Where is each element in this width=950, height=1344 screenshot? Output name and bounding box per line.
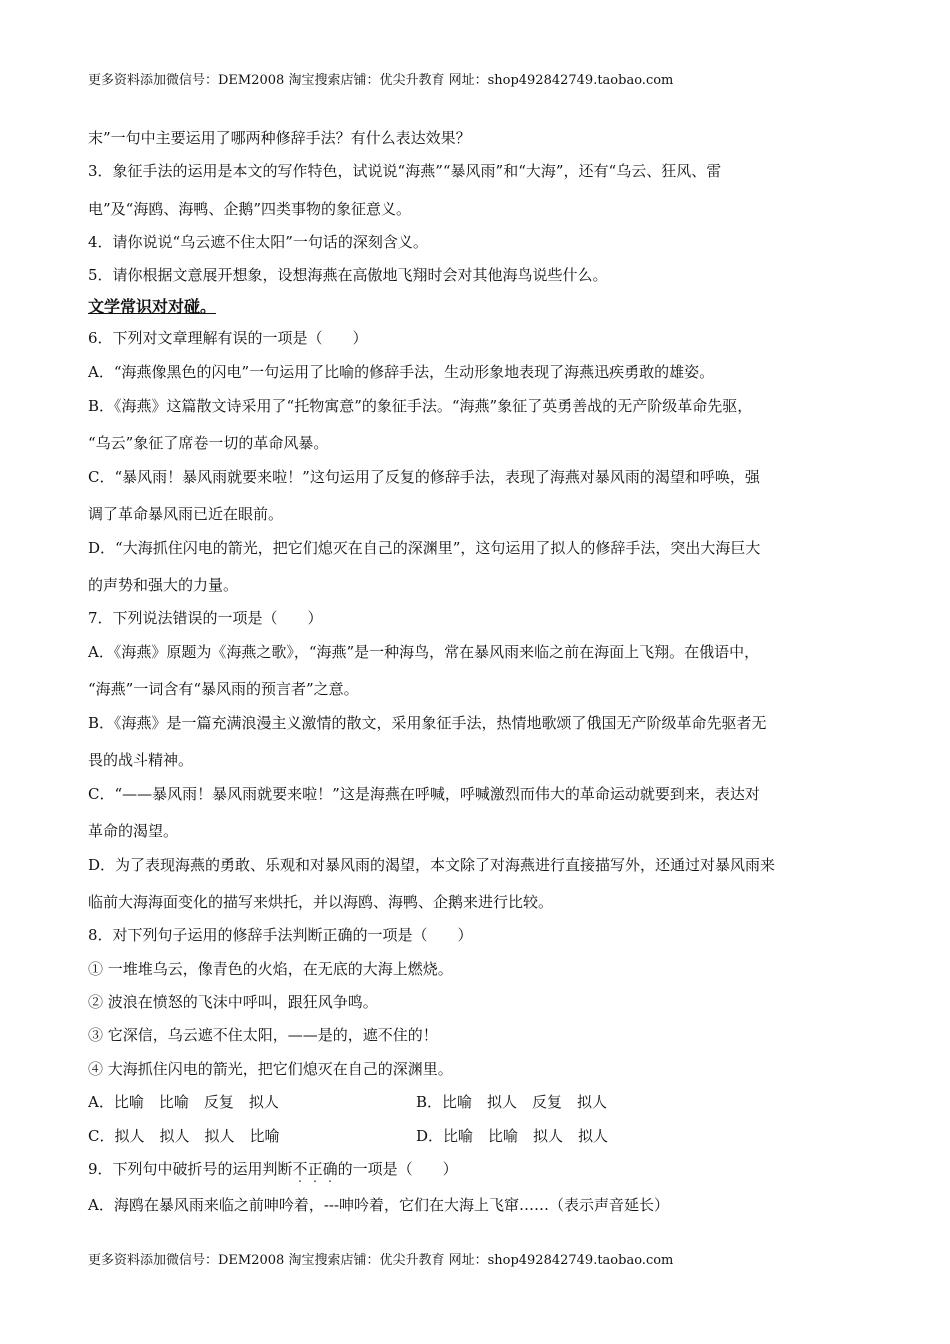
question-9-text: 的一项是（ ） <box>337 1160 458 1178</box>
text-line: 的声势和强大的力量。 <box>88 576 239 594</box>
sentence-2: ② 波浪在愤怒的飞沫中呼叫，跟狂风争鸣。 <box>88 993 378 1011</box>
text-line: 调了革命暴风雨已近在眼前。 <box>88 505 284 523</box>
option-7d: D．为了表现海燕的勇敢、乐观和对暴风雨的渴望，本文除了对海燕进行直接描写外，还通过对暴风雨来 <box>88 856 776 874</box>
question-4: 4．请你说说“乌云遮不住太阳”一句话的深刻含义。 <box>88 233 428 251</box>
text-line: 革命的渴望。 <box>88 822 179 840</box>
emphasis-char: 确 <box>322 1160 338 1178</box>
sentence-3: ③ 它深信，乌云遮不住太阳，——是的，遮不住的！ <box>88 1026 438 1044</box>
question-8: 8．对下列句子运用的修辞手法判断正确的一项是（ ） <box>88 926 473 944</box>
text-line: 电”及“海鸥、海鸭、企鹅”四类事物的象征意义。 <box>88 200 412 218</box>
question-7: 7．下列说法错误的一项是（ ） <box>88 609 323 627</box>
option-8c: C．拟人 拟人 拟人 比喻 <box>88 1127 280 1145</box>
question-9-text: 9．下列句中破折号的运用判断 <box>88 1160 293 1178</box>
option-9a: A．海鸥在暴风雨来临之前呻吟着，---呻吟着，它们在大海上飞窜……（表示声音延长） <box>88 1196 670 1214</box>
sentence-4: ④ 大海抓住闪电的箭光，把它们熄灭在自己的深渊里。 <box>88 1060 453 1078</box>
option-6d: D．“大海抓住闪电的箭光，把它们熄灭在自己的深渊里”，这句运用了拟人的修辞手法，突出大海巨大 <box>88 539 761 557</box>
page-footer: 更多资料添加微信号：DEM2008 淘宝搜索店铺：优尖升教育 网址：shop492842749.taobao.com <box>88 1253 674 1268</box>
option-6c: C．“暴风雨！暴风雨就要来啦！”这句运用了反复的修辞手法，表现了海燕对暴风雨的渴望和呼唤，强 <box>88 468 760 486</box>
question-3: 3．象征手法的运用是本文的写作特色，试说说“海燕”“暴风雨”和“大海”，还有“乌云、狂风、雷 <box>88 162 722 180</box>
option-7c: C．“——暴风雨！暴风雨就要来啦！”这是海燕在呼喊，呼喊激烈而伟大的革命运动就要到来，表达对 <box>88 785 760 803</box>
option-6a: A．“海燕像黑色的闪电”一句运用了比喻的修辞手法，生动形象地表现了海燕迅疾勇敢的雄姿。 <box>88 363 715 381</box>
text-line: “海燕”一词含有“暴风雨的预言者”之意。 <box>88 680 359 698</box>
text-line: 畏的战斗精神。 <box>88 751 194 769</box>
page-header: 更多资料添加微信号：DEM2008 淘宝搜索店铺：优尖升教育 网址：shop492842749.taobao.com <box>88 73 674 88</box>
option-8b: B．比喻 拟人 反复 拟人 <box>416 1093 608 1111</box>
sentence-1: ① 一堆堆乌云，像青色的火焰，在无底的大海上燃烧。 <box>88 960 453 978</box>
emphasis-char: 不 <box>292 1160 308 1178</box>
question-9 <box>88 1159 458 1179</box>
option-8a: A．比喻 比喻 反复 拟人 <box>88 1093 279 1111</box>
option-7a: A．《海燕》原题为《海燕之歌》，“海燕”是一种海鸟，常在暴风雨来临之前在海面上飞翔。在俄语中， <box>88 643 760 661</box>
text-line: 末”一句中主要运用了哪两种修辞手法？有什么表达效果？ <box>88 129 471 147</box>
option-6b: B．《海燕》这篇散文诗采用了“托物寓意”的象征手法。“海燕”象征了英勇善战的无产阶级革命先驱， <box>88 397 753 415</box>
question-6: 6．下列对文章理解有误的一项是（ ） <box>88 329 368 347</box>
question-5: 5．请你根据文意展开想象，设想海燕在高傲地飞翔时会对其他海鸟说些什么。 <box>88 266 608 284</box>
option-8d: D．比喻 比喻 拟人 拟人 <box>416 1127 609 1145</box>
option-7b: B．《海燕》是一篇充满浪漫主义激情的散文，采用象征手法，热情地歌颂了俄国无产阶级革命先驱者无 <box>88 714 767 732</box>
text-line: “乌云”象征了席卷一切的革命风暴。 <box>88 434 329 452</box>
section-title: 文学常识对对碰。 <box>88 297 217 316</box>
emphasis-char: 正 <box>307 1160 323 1178</box>
text-line: 临前大海海面变化的描写来烘托，并以海鸥、海鸭、企鹅来进行比较。 <box>88 893 554 911</box>
